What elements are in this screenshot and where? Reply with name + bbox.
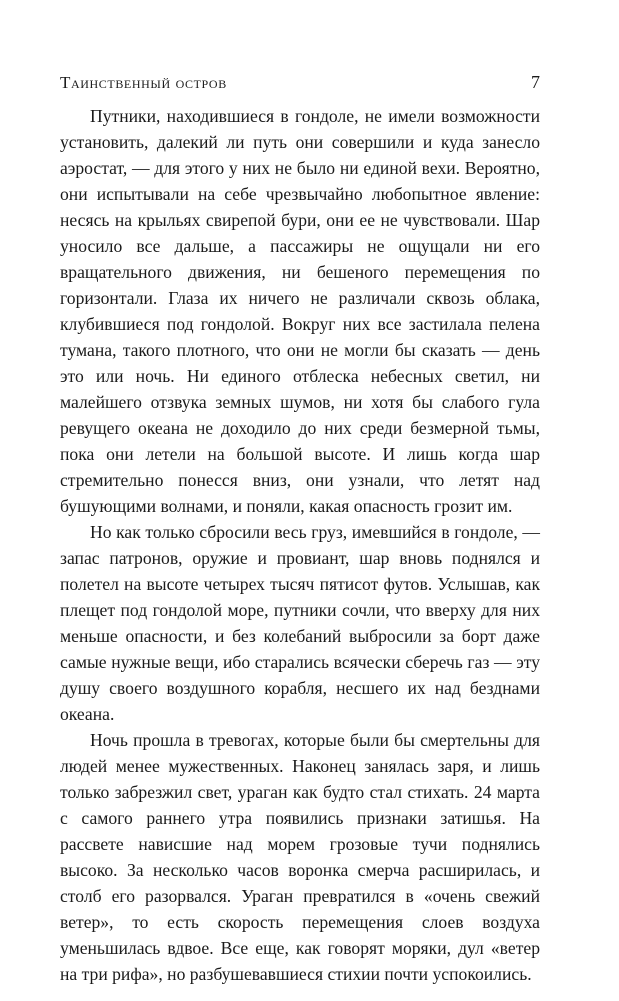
paragraph-3: Ночь прошла в тревогах, которые были бы смертельны для людей менее мужественных. Наконец занялась заря, и лишь только забрезжил свет, ураган как будто стал стихать. 24 марта с самого раннего утра появились признаки затишья. На рассвете нависшие над морем грозовые тучи поднялись высоко. За несколько часов воронка смерча расширилась, и столб его разорвался. Ураган превратился в «очень свежий ветер», то есть скорость перемещения слоев воздуха уменьшилась вдвое. Все еще, как говорят моряки, дул «ветер на три рифа», но разбушевавшиеся стихии почти успокоились. [60, 730, 540, 984]
book-page [60, 70, 540, 987]
paragraph-2: Но как только сбросили весь груз, имевшийся в гондоле, — запас патронов, оружие и провиант, шар вновь поднялся и полетел на высоте четырех тысяч пятисот футов. Услышав, как плещет под гондолой море, путники сочли, что вверху для них меньше опасности, и без колебаний выбросили за борт даже самые нужные вещи, ибо старались всячески сберечь газ — эту душу своего воздушного корабля, несшего их над безднами океана. [60, 522, 540, 724]
paragraph-1: Путники, находившиеся в гондоле, не имели возможности установить, далекий ли путь они совершили и куда занесло аэростат, — для этого у них не было ни единой вехи. Вероятно, они испытывали на себе чрезвычайно любопытное явление: несясь на крыльях свирепой бури, они ее не чувствовали. Шар уносило все дальше, а пассажиры не ощущали ни его вращательного движения, ни бешеного перемещения по горизонтали. Глаза их ничего не различали сквозь облака, клубившиеся под гондолой. Вокруг них все застилала пелена тумана, такого плотного, что они не могли бы сказать — день это или ночь. Ни единого отблеска небесных светил, ни малейшего отзвука земных шумов, ни хотя бы слабого гула ревущего океана не доходило до них среди безмерной тьмы, пока они летели на большой высоте. И лишь когда шар стремительно понесся вниз, они узнали, что летят над бушующими волнами, и поняли, какая опасность грозит им. [60, 106, 540, 516]
running-head [60, 70, 540, 95]
text-body [60, 103, 540, 987]
page-number: 7 [531, 72, 540, 92]
running-title: Таинственный остров [60, 73, 227, 92]
